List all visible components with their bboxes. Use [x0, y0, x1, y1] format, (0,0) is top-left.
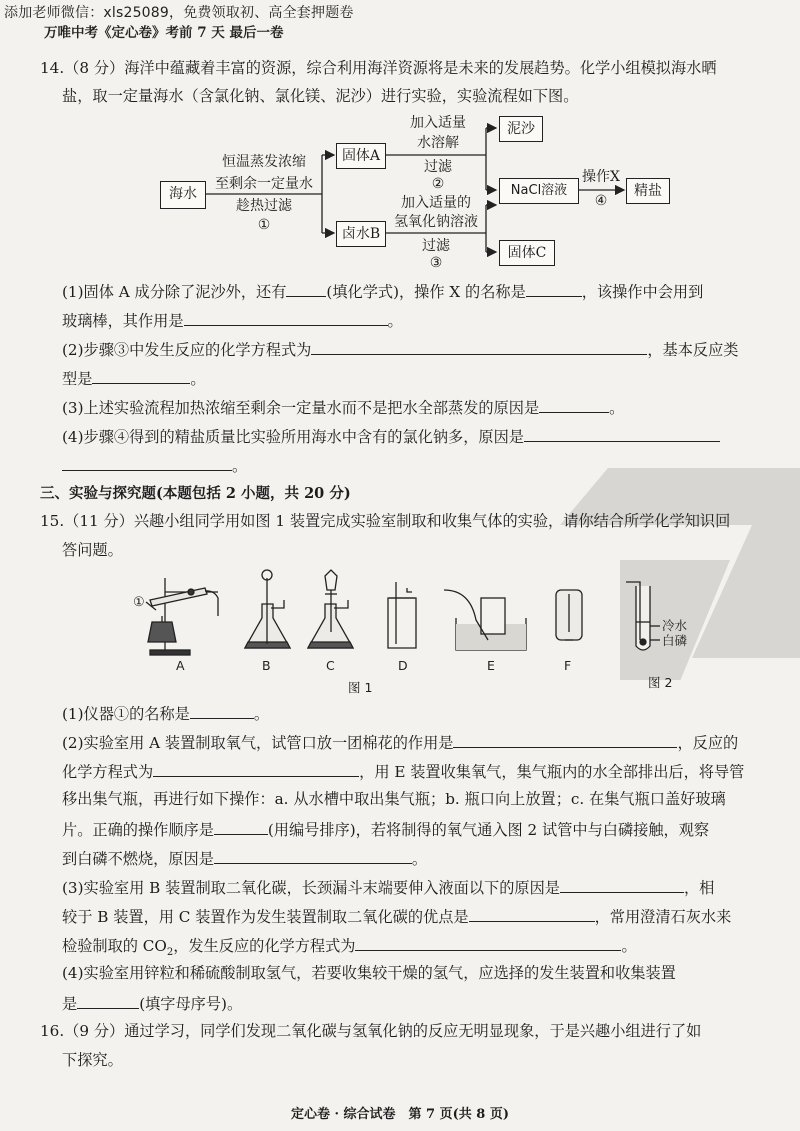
solid-c-box: 固体C — [499, 240, 555, 266]
q14-blank-3[interactable] — [184, 309, 388, 326]
q15-intro-line2: 答问题。 — [62, 541, 123, 559]
q14-intro-line2: 盐，取一定量海水（含氯化钠、氯化镁、泥沙）进行实验，实验流程如下图。 — [62, 87, 579, 105]
apparatus-figure — [0, 560, 800, 690]
q15-sub2-line1: (2)实验室用 A 装置制取氧气，试管口放一团棉花的作用是 ，反应的 — [62, 731, 738, 753]
section-3-title: 三、实验与探究题(本题包括 2 小题，共 20 分) — [40, 485, 351, 502]
label-e: E — [487, 658, 495, 673]
apparatus-c — [308, 570, 353, 648]
q14-sub2-line1: (2)步骤③中发生反应的化学方程式为 ，基本反应类 — [62, 338, 738, 360]
q14-sub1-line1: (1)固体 A 成分除了泥沙外，还有 (填化学式)，操作 X 的名称是 ，该操作中会用到 — [62, 280, 703, 302]
q16-intro-line1: 16.（9 分）通过学习，同学们发现二氧化碳与氢氧化钠的反应无明显现象，于是兴趣小组进行了如 — [40, 1022, 702, 1040]
q15-sub3-line2: 较于 B 装置，用 C 装置作为发生装置制取二氧化碳的优点是 ，常用澄清石灰水来 — [62, 905, 731, 927]
apparatus-label-mark-1: ① — [133, 595, 145, 610]
q15-sub3-line1: (3)实验室用 B 装置制取二氧化碳，长颈漏斗末端要伸入液面以下的原因是 ，相 — [62, 876, 714, 898]
figure-1-caption: 图 1 — [348, 680, 373, 695]
label-cold-water: 冷水 — [662, 618, 688, 633]
q15-blank-7[interactable] — [469, 905, 595, 922]
step1-label-1: 恒温蒸发浓缩 — [222, 154, 306, 170]
q14-sub2-line2: 型是 。 — [62, 367, 206, 389]
q14-blank-7[interactable] — [524, 425, 720, 442]
label-d: D — [398, 658, 408, 673]
q14-sub1-line2: 玻璃棒，其作用是 。 — [62, 309, 403, 331]
label-b: B — [262, 658, 271, 673]
q14-blank-8[interactable] — [62, 454, 232, 471]
apparatus-a — [133, 578, 218, 655]
q15-blank-9[interactable] — [77, 992, 139, 1009]
q14-blank-2[interactable] — [526, 280, 582, 297]
step3-label-1: 加入适量的 — [401, 195, 471, 211]
q15-sub1: (1)仪器①的名称是 。 — [62, 702, 269, 724]
operation-x-label: 操作X — [582, 169, 620, 185]
q14-blank-5[interactable] — [92, 367, 190, 384]
step3-number: ③ — [429, 255, 443, 271]
q15-sub2-line5: 到白磷不燃烧，原因是 。 — [62, 847, 427, 869]
q15-sub2-line2: 化学方程式为 ，用 E 装置收集氧气，集气瓶内的水全部排出后，将导管 — [62, 760, 744, 782]
q15-sub2-line4: 片。正确的操作顺序是 (用编号排序)，若将制得的氧气通入图 2 试管中与白磷接触，观察 — [62, 818, 709, 840]
q15-intro-line1: 15.（11 分）兴趣小组同学用如图 1 装置完成实验室制取和收集气体的实验，请你结合所学化学知识回 — [40, 512, 731, 530]
page-footer: 定心卷 · 综合试卷 第 7 页(共 8 页) — [290, 1107, 510, 1122]
label-white-phosphorus: 白磷 — [662, 633, 688, 648]
q14-blank-1[interactable] — [286, 280, 326, 297]
q15-blank-4[interactable] — [214, 818, 268, 835]
q15-sub4-line1: (4)实验室用锌粒和稀硫酸制取氢气，若要收集较干燥的氢气，应选择的发生装置和收集装置 — [62, 964, 676, 982]
q14-sub4-line1: (4)步骤④得到的精盐质量比实验所用海水中含有的氯化钠多，原因是 — [62, 425, 720, 447]
step2-number: ② — [431, 176, 445, 192]
q15-blank-2[interactable] — [453, 731, 677, 748]
q14-sub3: (3)上述实验流程加热浓缩至剩余一定量水而不是把水全部蒸发的原因是 。 — [62, 396, 624, 418]
step2-label-3: 过滤 — [424, 159, 452, 175]
step1-number: ① — [257, 217, 271, 233]
q15-sub4-line2: 是 (填字母序号)。 — [62, 992, 242, 1014]
apparatus-f — [556, 590, 582, 640]
q16-intro-line2: 下探究。 — [62, 1051, 123, 1069]
step2-label-2: 水溶解 — [417, 135, 459, 151]
q15-blank-5[interactable] — [214, 847, 412, 864]
seawater-box: 海水 — [160, 181, 206, 209]
q15-blank-6[interactable] — [560, 876, 684, 893]
refined-salt-box: 精盐 — [626, 178, 670, 204]
q15-blank-1[interactable] — [190, 702, 254, 719]
label-f: F — [564, 658, 572, 673]
q15-blank-3[interactable] — [153, 760, 359, 777]
q15-sub2-line3: 移出集气瓶，再进行如下操作：a. 从水槽中取出集气瓶；b. 瓶口向上放置；c. 在集气瓶口盖好玻璃 — [62, 790, 726, 808]
apparatus-b — [245, 570, 290, 648]
step1-label-3: 趁热过滤 — [236, 198, 292, 214]
figure-2-caption: 图 2 — [648, 675, 673, 690]
nacl-solution-box: NaCl溶液 — [499, 178, 579, 204]
apparatus-e — [444, 590, 526, 650]
step3-label-2: 氢氧化钠溶液 — [394, 214, 478, 230]
q14-blank-6[interactable] — [539, 396, 609, 413]
watermark-text: 添加老师微信：xls25089，免费领取初、高全套押题卷 — [4, 5, 354, 21]
q14-intro-line1: 14.（8 分）海洋中蕴藏着丰富的资源，综合利用海洋资源将是未来的发展趋势。化学小组模拟海水晒 — [40, 59, 717, 77]
q14-blank-4[interactable] — [311, 338, 647, 355]
step1-label-2: 至剩余一定量水 — [215, 176, 313, 192]
apparatus-d — [388, 582, 416, 648]
step2-label-1: 加入适量 — [410, 115, 466, 131]
mud-box: 泥沙 — [499, 116, 543, 142]
q15-blank-8[interactable] — [355, 934, 621, 951]
step3-label-3: 过滤 — [422, 238, 450, 254]
brine-b-box: 卤水B — [336, 221, 386, 247]
q15-sub3-line3: 检验制取的 $CO_2$，发生反应的化学方程式为 。 — [62, 934, 637, 963]
q14-sub4-line2: 。 — [62, 454, 247, 476]
apparatus-fig2 — [626, 582, 660, 650]
label-c: C — [326, 658, 335, 673]
exam-header: 万唯中考《定心卷》考前 7 天 最后一卷 — [44, 25, 284, 41]
label-a: A — [176, 658, 185, 673]
solid-a-box: 固体A — [336, 143, 386, 169]
step4-number: ④ — [594, 193, 608, 209]
